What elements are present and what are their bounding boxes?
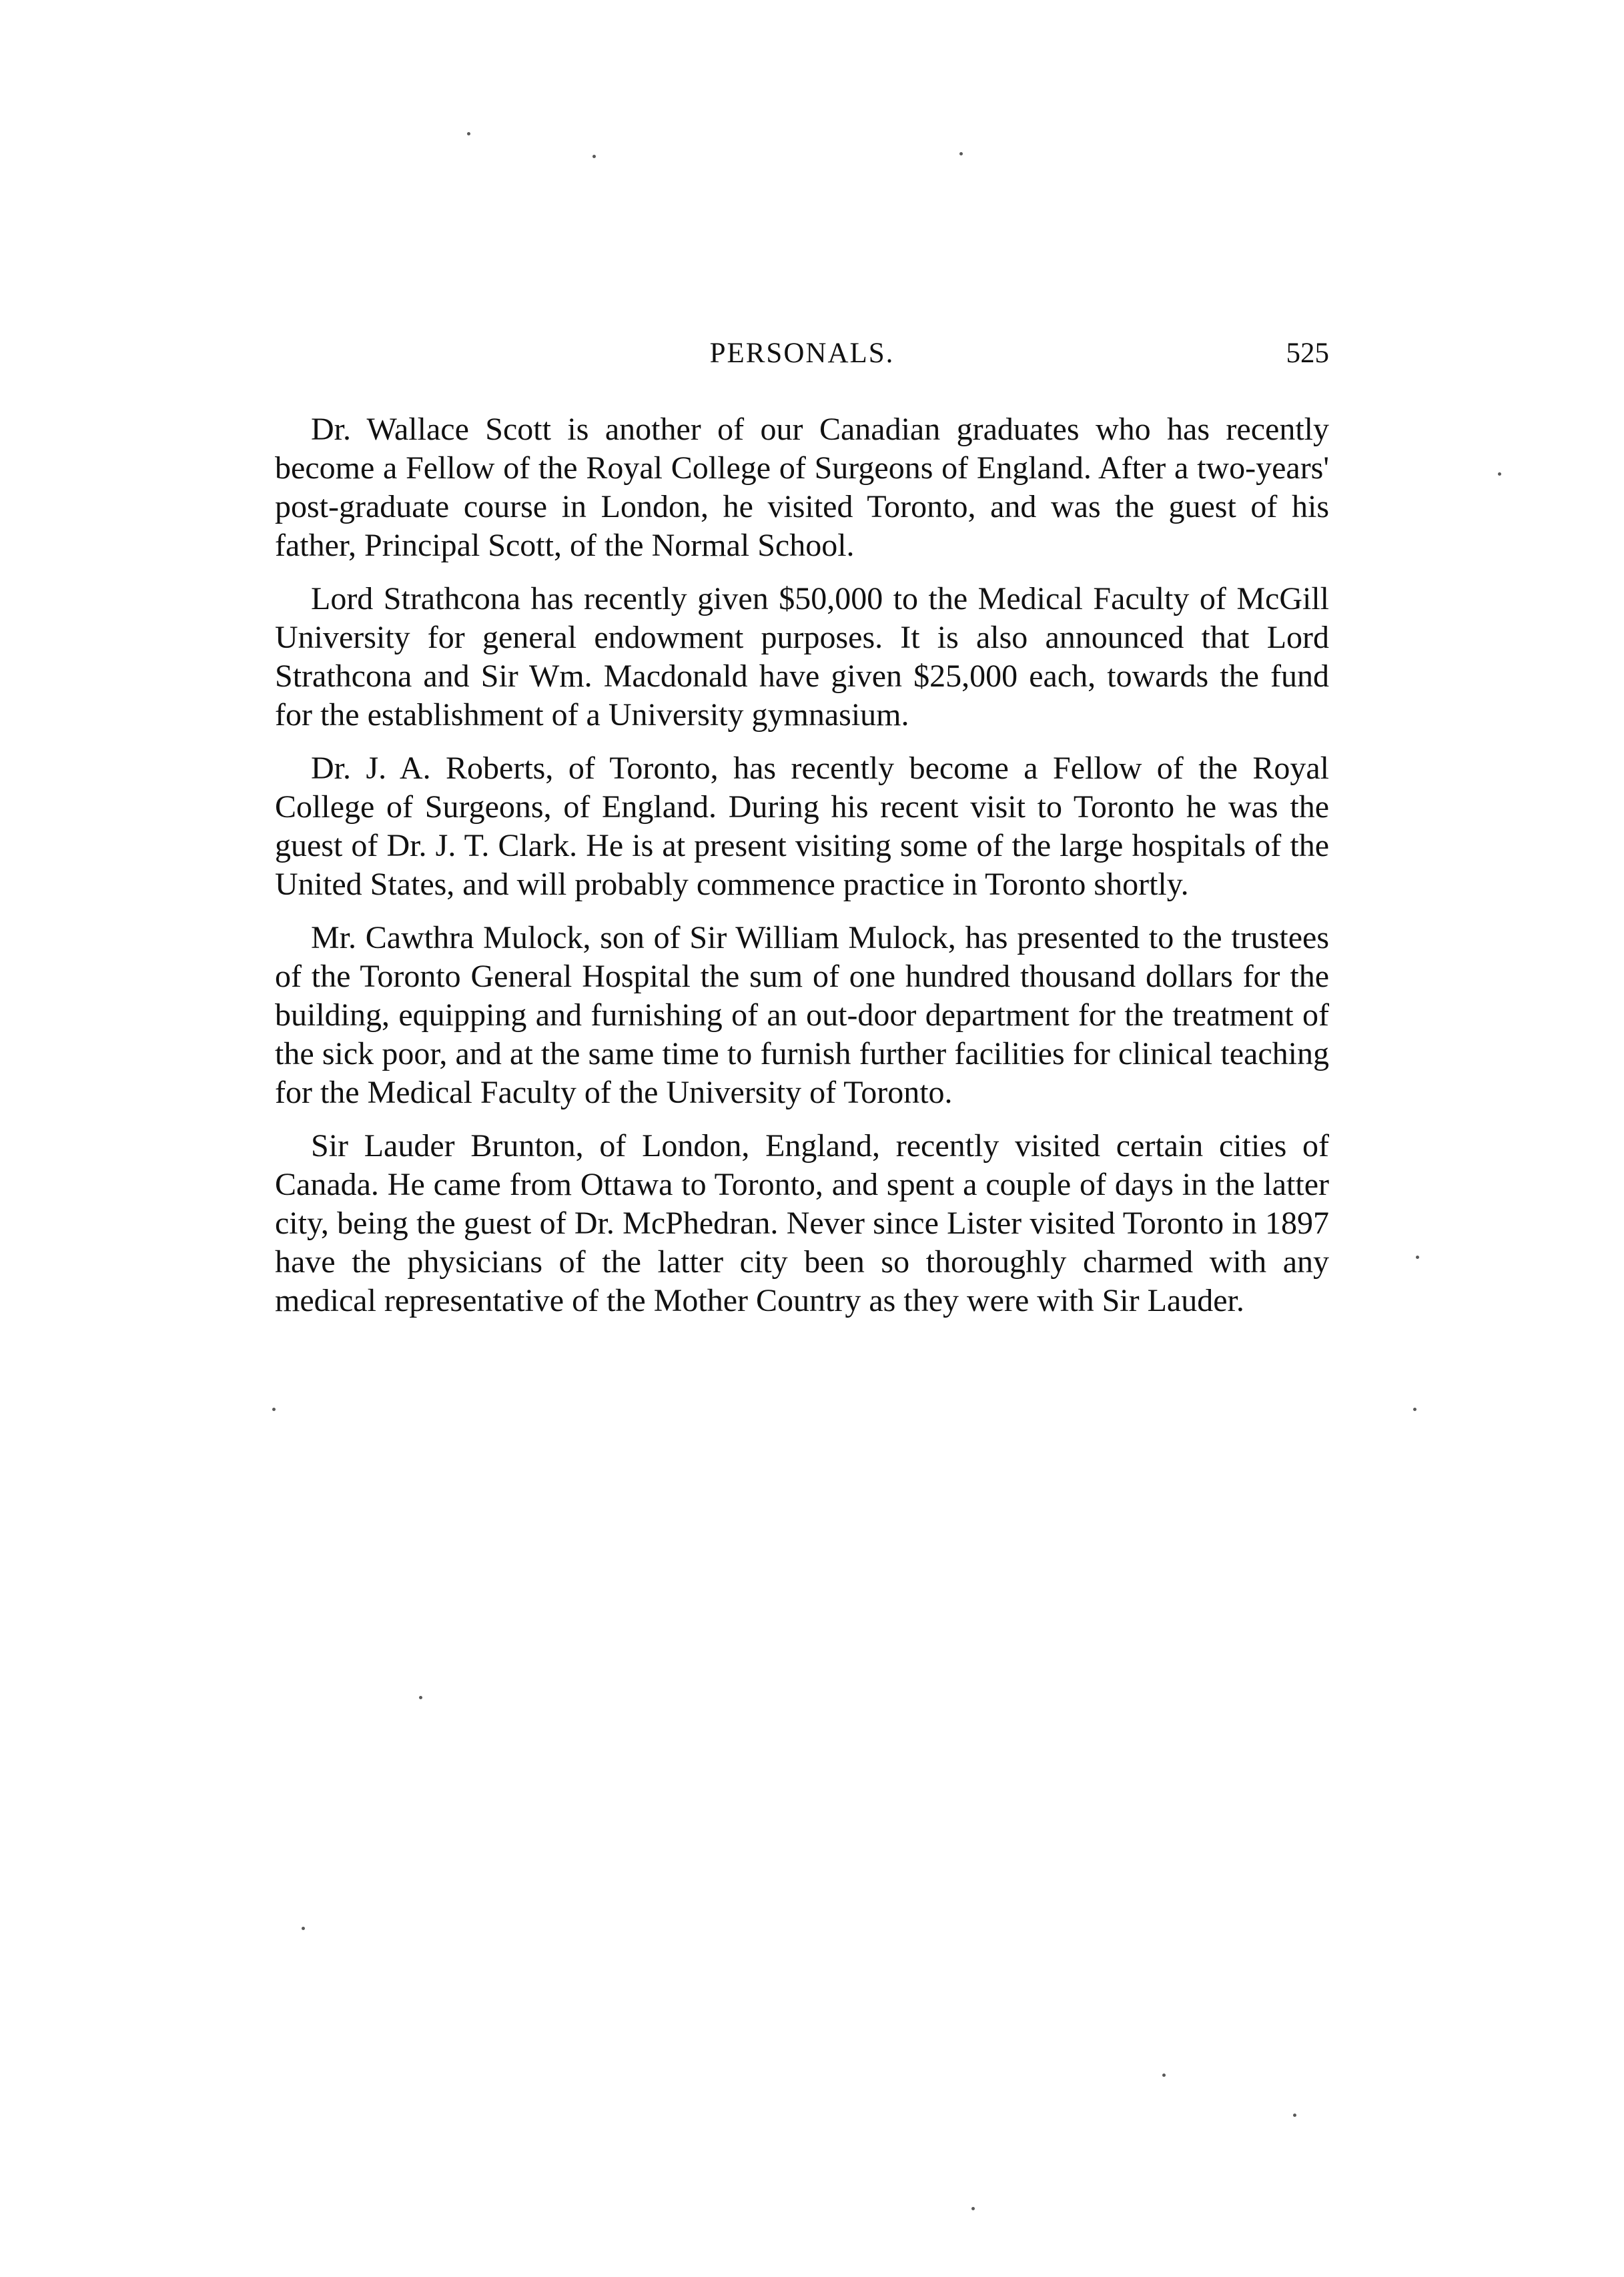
scan-speck (1416, 1256, 1419, 1259)
scan-speck (959, 152, 963, 155)
scan-speck (419, 1696, 422, 1699)
paragraph-wallace-scott: Dr. Wallace Scott is another of our Canadian graduates who has recently become a Fellow of the Royal College of Surgeons of England. After a two-years' post-graduate course in London, he visited Toronto, and was the guest of his father, Principal Scott, of the Normal School. (275, 412, 1329, 563)
scan-speck (592, 155, 596, 158)
page-number: 525 (1286, 338, 1329, 369)
page-header (275, 337, 1329, 377)
scan-speck (272, 1408, 276, 1411)
article-body (275, 410, 1329, 1335)
running-head: PERSONALS. (709, 338, 895, 369)
scan-speck (1162, 2074, 1166, 2077)
paragraph-ja-roberts: Dr. J. A. Roberts, of Toronto, has recently become a Fellow of the Royal College of Surgeons, of England. During his recent visit to Toronto he was the guest of Dr. J. T. Clark. He is at present visiting some of the large hospitals of the United States, and will probably commence practice in Toronto shortly. (275, 751, 1329, 902)
scan-speck (467, 132, 470, 135)
paragraph-lauder-brunton: Sir Lauder Brunton, of London, England, recently visited certain cities of Canada. He came from Ottawa to Toronto, and spent a couple of days in the latter city, being the guest of Dr. McPhedran. Never since Lister visited Toronto in 1897 have the physicians of the latter city been so thoroughly charmed with any medical representative of the Mother Country as they were with Sir Lauder. (275, 1128, 1329, 1318)
scan-speck (971, 2207, 975, 2210)
scan-speck (302, 1927, 305, 1930)
scan-speck (1413, 1408, 1416, 1411)
paragraph-lord-strathcona: Lord Strathcona has recently given $50,000 to the Medical Faculty of McGill University for general endowment purposes. It is also announced that Lord Strathcona and Sir Wm. Macdonald have given $25,000 each, towards the fund for the establishment of a University gymnasium. (275, 581, 1329, 733)
paragraph-cawthra-mulock: Mr. Cawthra Mulock, son of Sir William Mulock, has presented to the trustees of the Toronto General Hospital the sum of one hundred thousand dollars for the building, equipping and furnishing of an out-door department for the treatment of the sick poor, and at the same time to furnish further facilities for clinical teaching for the Medical Faculty of the University of Toronto. (275, 920, 1329, 1110)
scan-speck (1293, 2114, 1296, 2117)
scan-speck (1498, 472, 1501, 476)
